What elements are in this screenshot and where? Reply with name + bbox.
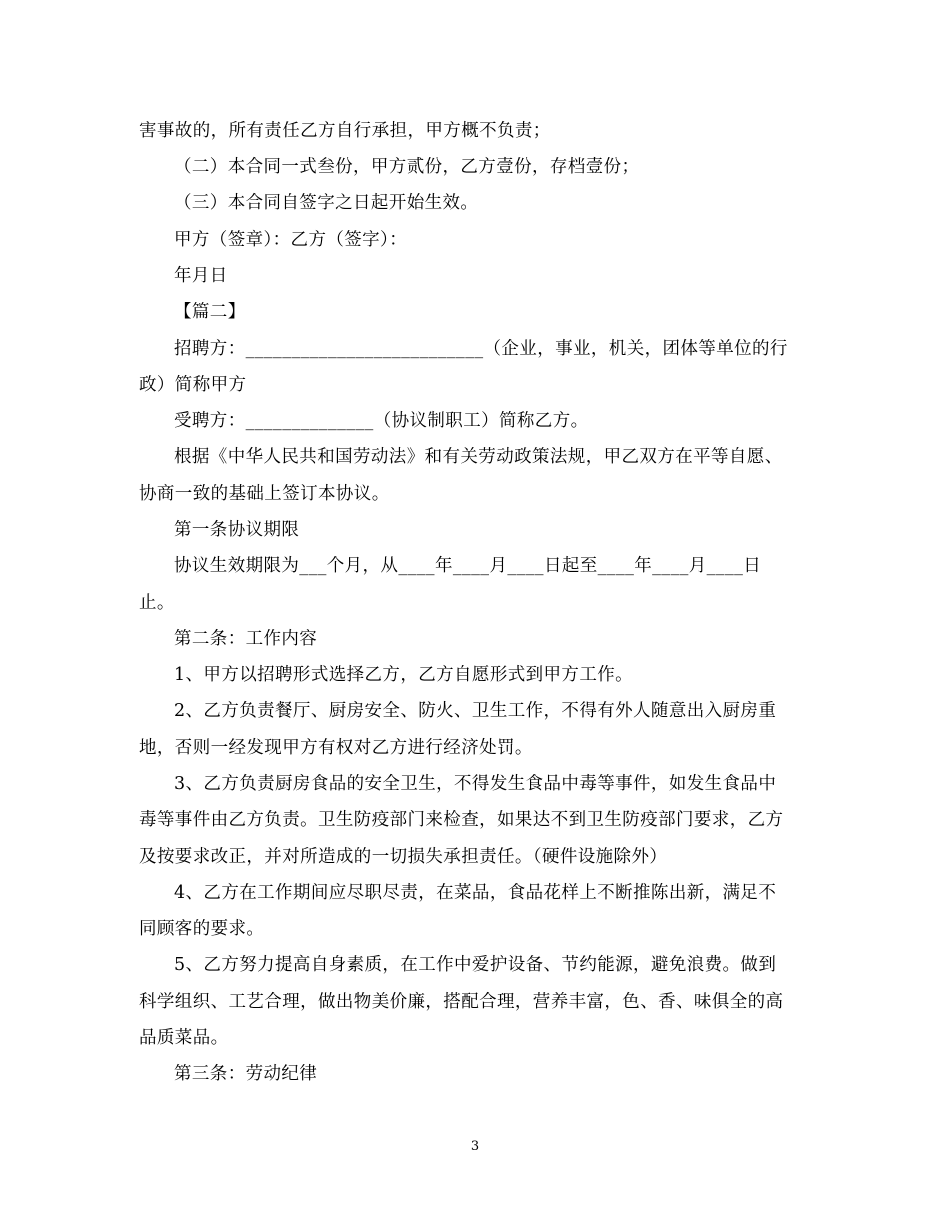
text-line: 5、乙方努力提高自身素质，在工作中爱护设备、节约能源，避免浪费。做到 (174, 955, 777, 975)
article-heading: 第一条协议期限 (174, 520, 300, 540)
section-heading: 【篇二】 (174, 302, 246, 322)
text-line: 根据《中华人民共和国劳动法》和有关劳动政策法规，甲乙双方在平等自愿、 (174, 447, 783, 467)
text-line: 同顾客的要求。 (139, 919, 265, 939)
text-line: 害事故的，所有责任乙方自行承担，甲方概不负责； (139, 121, 551, 141)
text-line: 地，否则一经发现甲方有权对乙方进行经济处罚。 (139, 738, 533, 758)
text-line: 年月日 (174, 266, 228, 286)
text-line: 政）简称甲方 (139, 375, 247, 395)
text-line: 及按要求改正，并对所造成的一切损失承担责任。（硬件设施除外） (139, 847, 668, 867)
text-line: 协议生效期限为___个月，从____年____月____日起至____年____月____日 (174, 556, 762, 576)
text-line: 1、甲方以招聘形式选择乙方，乙方自愿形式到甲方工作。 (174, 665, 634, 685)
text-line: 协商一致的基础上签订本协议。 (139, 484, 390, 504)
text-line: 科学组织、工艺合理，做出物美价廉，搭配合理，营养丰富，色、香、味俱全的高 (139, 992, 784, 1012)
text-line: 招聘方：__________________________（企业，事业，机关，团体等单位的行 (174, 339, 788, 359)
text-line: 甲方（签章）：乙方（签字）： (174, 230, 408, 250)
text-line: 品质菜品。 (139, 1028, 229, 1048)
text-line: 止。 (139, 593, 175, 613)
text-line: 2、乙方负责餐厅、厨房安全、防火、卫生工作，不得有外人随意出入厨房重 (174, 701, 777, 721)
text-line: （三）本合同自签字之日起开始生效。 (174, 193, 479, 213)
text-line: （二）本合同一式叁份，甲方贰份，乙方壹份，存档壹份； (174, 157, 640, 177)
text-line: 3、乙方负责厨房食品的安全卫生，不得发生食品中毒等事件，如发生食品中 (174, 774, 777, 794)
text-line: 4、乙方在工作期间应尽职尽责，在菜品，食品花样上不断推陈出新，满足不 (174, 883, 777, 903)
article-heading: 第三条：劳动纪律 (174, 1064, 318, 1084)
article-heading: 第二条：工作内容 (174, 629, 318, 649)
page-number: 3 (470, 1139, 480, 1154)
text-line: 受聘方：______________（协议制职工）简称乙方。 (174, 411, 589, 431)
text-line: 毒等事件由乙方负责。卫生防疫部门来检查，如果达不到卫生防疫部门要求，乙方 (139, 810, 784, 830)
